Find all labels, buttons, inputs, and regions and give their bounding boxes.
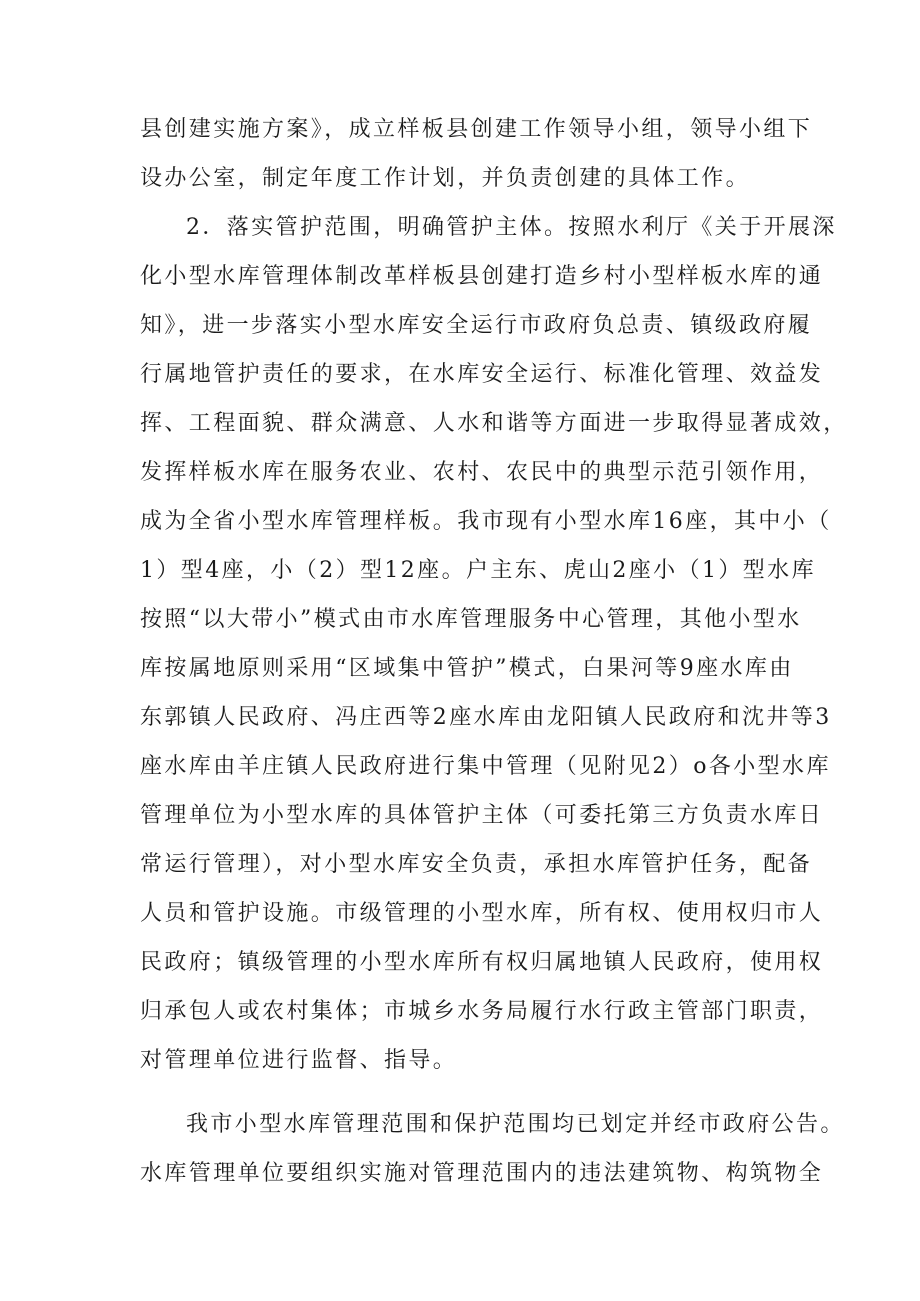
text-line-12: 库按属地原则采用“区域集中管护”模式，白果河等9座水库由 [140,656,794,681]
text-line-15: 管理单位为小型水库的具体管护主体（可委托第三方负责水库日 [140,803,824,828]
text-line-22: 水库管理单位要组织实施对管理范围内的违法建筑物、构筑物全 [140,1161,824,1186]
text-line-5: 知》，进一步落实小型水库安全运行市政府负总责、镇级政府履 [140,313,813,338]
text-line-8: 发挥样板水库在服务农业、农村、农民中的典型示范引领作用， [140,460,824,485]
text-line-9: 成为全省小型水库管理样板。我市现有小型水库16座，其中小（ [140,509,832,534]
text-line-14: 座水库由羊庄镇人民政府进行集中管理（见附见2）o各小型水库 [140,754,831,779]
text-line-4: 化小型水库管理体制改革样板县创建打造乡村小型样板水库的通 [140,264,824,289]
text-line-10: 1）型4座，小（2）型12座。户主东、虎山2座小（1）型水库 [140,558,816,583]
paragraph-2-start: 2．落实管护范围，明确管护主体。按照水利厅《关于开展深 [186,215,837,240]
text-line-19: 归承包人或农村集体；市城乡水务局履行水行政主管部门职责， [140,999,824,1024]
text-line-1: 县创建实施方案》，成立样板县创建工作领导小组，领导小组下 [140,117,813,142]
text-line-7: 挥、工程面貌、群众满意、人水和谐等方面进一步取得显著成效， [140,411,848,436]
text-line-16: 常运行管理），对小型水库安全负责，承担水库管护任务，配备 [140,852,813,877]
text-line-18: 民政府；镇级管理的小型水库所有权归属地镇人民政府，使用权 [140,950,824,975]
text-line-11: 按照“以大带小”模式由市水库管理服务中心管理，其他小型水 [140,607,802,632]
text-line-6: 行属地管护责任的要求，在水库安全运行、标准化管理、效益发 [140,362,824,387]
text-line-17: 人员和管护设施。市级管理的小型水库，所有权、使用权归市人 [140,901,824,926]
paragraph-3-start: 我市小型水库管理范围和保护范围均已划定并经市政府公告。 [186,1112,845,1137]
text-line-13: 东郭镇人民政府、冯庄西等2座水库由龙阳镇人民政府和沈井等3 [140,705,832,730]
text-line-20: 对管理单位进行监督、指导。 [140,1048,458,1073]
text-line-2: 设办公室，制定年度工作计划，并负责创建的具体工作。 [140,166,751,191]
